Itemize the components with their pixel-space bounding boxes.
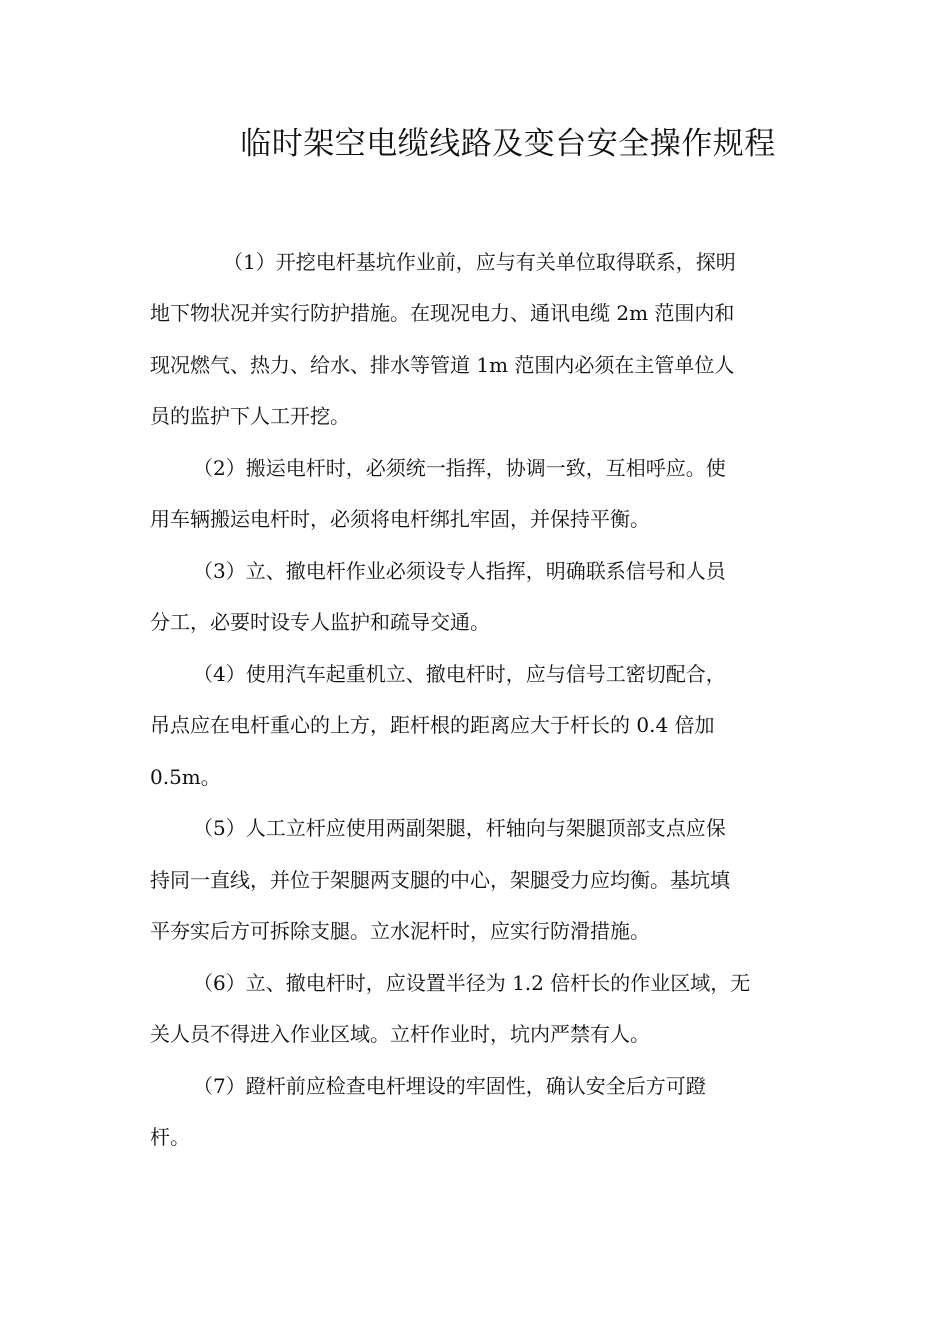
paragraph-line: 用车辆搬运电杆时，必须将电杆绑扎牢固，并保持平衡。: [150, 507, 650, 531]
paragraph-line: 分工，必要时设专人监护和疏导交通。: [150, 610, 490, 634]
paragraph-line: 地下物状况并实行防护措施。在现况电力、通讯电缆 2m 范围内和: [150, 301, 735, 325]
paragraph-line: （5）人工立杆应使用两副架腿，杆轴向与架腿顶部支点应保: [193, 816, 726, 840]
paragraph-line: （2）搬运电杆时，必须统一指挥，协调一致，互相呼应。使: [193, 456, 726, 480]
paragraph-line: 员的监护下人工开挖。: [150, 404, 350, 428]
paragraph-line: 关人员不得进入作业区域。立杆作业时，坑内严禁有人。: [150, 1022, 650, 1046]
paragraph-line: 吊点应在电杆重心的上方，距杆根的距离应大于杆长的 0.4 倍加: [150, 713, 715, 737]
paragraph-line: 0.5m。: [150, 765, 221, 789]
paragraph-line: 现况燃气、热力、给水、排水等管道 1m 范围内必须在主管单位人: [150, 353, 735, 377]
paragraph-line: 持同一直线，并位于架腿两支腿的中心，架腿受力应均衡。基坑填: [150, 868, 730, 892]
paragraph-line: 平夯实后方可拆除支腿。立水泥杆时，应实行防滑措施。: [150, 919, 650, 943]
paragraph-line: （7）蹬杆前应检查电杆埋设的牢固性，确认安全后方可蹬: [193, 1074, 706, 1098]
paragraph-line: （4）使用汽车起重机立、撤电杆时，应与信号工密切配合，: [193, 662, 726, 686]
paragraph-line: 杆。: [150, 1125, 190, 1149]
paragraph-line: （6）立、撤电杆时，应设置半径为 1.2 倍杆长的作业区域，无: [193, 971, 751, 995]
paragraph-line: （3）立、撤电杆作业必须设专人指挥，明确联系信号和人员: [193, 559, 726, 583]
paragraph-line: （1）开挖电杆基坑作业前，应与有关单位取得联系，探明: [223, 250, 736, 274]
document-title: 临时架空电缆线路及变台安全操作规程: [240, 126, 776, 162]
